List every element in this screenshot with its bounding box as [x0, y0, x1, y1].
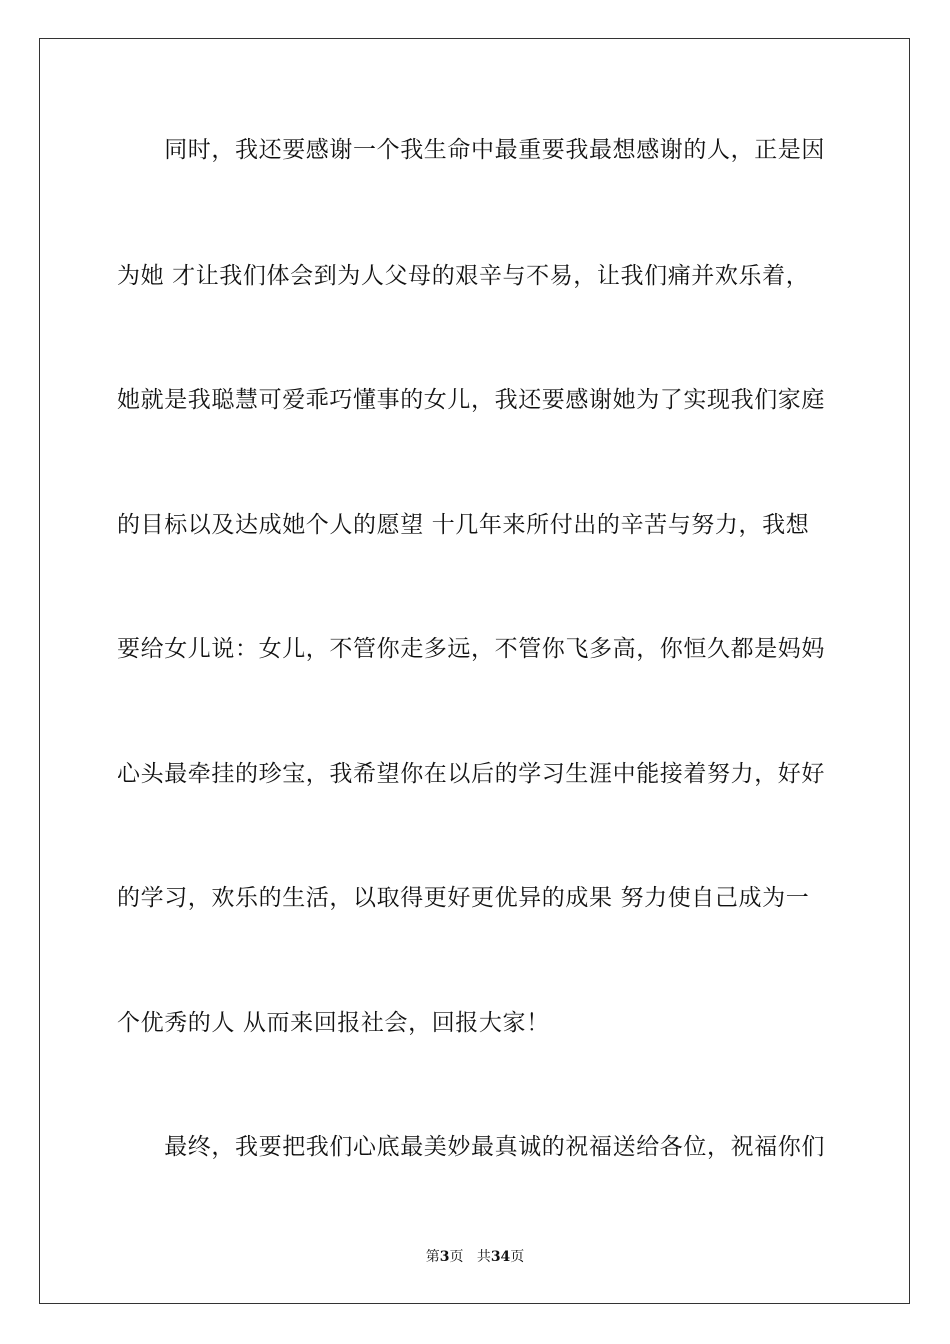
- footer-total-prefix: 共: [476, 1249, 491, 1265]
- paragraph-line: 心头最牵挂的珍宝，我希望你在以后的学习生涯中能接着努力，好好: [117, 761, 825, 787]
- page-frame: [39, 38, 910, 1304]
- paragraph-line: 同时，我还要感谢一个我生命中最重要我最想感谢的人，正是因: [117, 137, 825, 163]
- paragraph-line: 个优秀的人 从而来回报社会，回报大家！: [117, 1010, 550, 1036]
- paragraph-line: 她就是我聪慧可爱乖巧懂事的女儿，我还要感谢她为了实现我们家庭: [117, 387, 825, 413]
- paragraph-line: 的学习，欢乐的生活，以取得更好更优异的成果 努力使自己成为一: [117, 885, 810, 911]
- footer-total-suffix: 页: [510, 1249, 525, 1265]
- page-footer: [0, 1248, 950, 1266]
- paragraph-line: 要给女儿说：女儿，不管你走多远，不管你飞多高，你恒久都是妈妈: [117, 636, 825, 662]
- footer-page-number: 3: [439, 1249, 450, 1265]
- footer-page-suffix: 页: [449, 1249, 464, 1265]
- paragraph-line: 的目标以及达成她个人的愿望 十几年来所付出的辛苦与努力，我想: [117, 512, 810, 538]
- footer-page-prefix: 第: [425, 1249, 440, 1265]
- paragraph-line: 最终，我要把我们心底最美妙最真诚的祝福送给各位，祝福你们: [117, 1134, 825, 1160]
- footer-total-pages: 34: [490, 1249, 511, 1265]
- paragraph-line: 为她 才让我们体会到为人父母的艰辛与不易，让我们痛并欢乐着，: [117, 263, 810, 289]
